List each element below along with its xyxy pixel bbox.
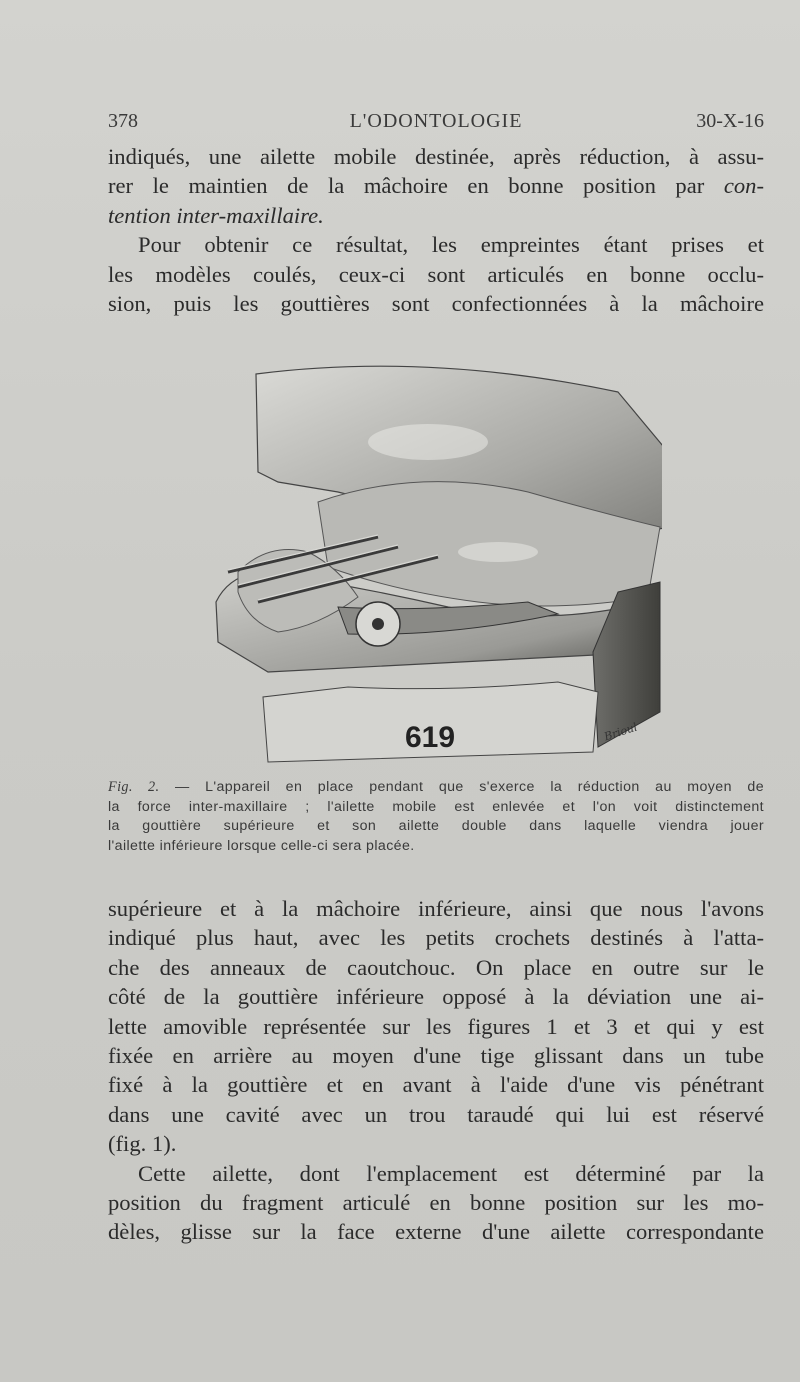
paragraph-bottom	[108, 894, 764, 1247]
text-line: indiqués, une ailette mobile destinée, après réduction, à assu-	[108, 144, 764, 169]
text-line: supérieure et à la mâchoire inférieure, ainsi que nous l'avons	[108, 896, 764, 921]
artist-signature: Brioul	[602, 720, 639, 744]
text-line: (fig. 1).	[108, 1131, 177, 1157]
jaw-splint-drawing	[198, 352, 662, 772]
caption-line: la force inter-maxillaire ; l'ailette mobile est enlevée et l'on voit distinctement	[108, 798, 764, 815]
text-line: Cette ailette, dont l'emplacement est déterminé par la	[138, 1160, 764, 1186]
text-line: indiqué plus haut, avec les petits crochets destinés à l'atta-	[108, 925, 764, 951]
text-line: lette amovible représentée sur les figures 1 et 3 et qui y est	[108, 1013, 764, 1039]
paragraph-top	[108, 142, 764, 318]
text-line: rer le maintien de la mâchoire en bonne position par con-	[108, 173, 764, 199]
text-line: côté de la gouttière inférieure opposé à la déviation une ai-	[108, 984, 764, 1010]
text-line: fixé à la gouttière et en avant à l'aide d'une vis pénétrant	[108, 1072, 764, 1098]
issue-date: 30-X-16	[696, 110, 764, 132]
text-line: dèles, glisse sur la face externe d'une ailette correspondante	[108, 1219, 764, 1245]
running-head	[108, 110, 764, 140]
screw-hole	[372, 618, 384, 630]
text-line: dans une cavité avec un trou taraudé qui lui est réservé	[108, 1101, 764, 1127]
text-line: les modèles coulés, ceux-ci sont articulés en bonne occlu-	[108, 261, 764, 287]
figure-caption	[108, 778, 764, 856]
caption-line: la gouttière supérieure et son ailette double dans laquelle viendra jouer	[108, 818, 764, 834]
page-number: 378	[108, 110, 138, 132]
dental-model-illustration	[198, 352, 662, 772]
text-line: position du fragment articulé en bonne position sur les mo-	[108, 1190, 764, 1216]
figure-label: Fig. 2.	[108, 779, 160, 795]
caption-line: Fig. 2. — L'appareil en place pendant que s'exerce la réduction au moyen de	[108, 779, 764, 795]
model-number: 619	[404, 721, 456, 754]
journal-title: L'ODONTOLOGIE	[349, 110, 523, 132]
text-line: che des anneaux de caoutchouc. On place en outre sur le	[108, 954, 764, 980]
text-line: Pour obtenir ce résultat, les empreintes étant prises et	[138, 232, 764, 258]
caption-line: l'ailette inférieure lorsque celle-ci sera placée.	[108, 837, 415, 854]
text-line: fixée en arrière au moyen d'une tige glissant dans un tube	[108, 1043, 764, 1069]
text-line: tention inter-maxillaire.	[108, 202, 324, 228]
text-line: sion, puis les gouttières sont confectionnées à la mâchoire	[108, 291, 764, 317]
italic-text: con-	[723, 173, 764, 199]
